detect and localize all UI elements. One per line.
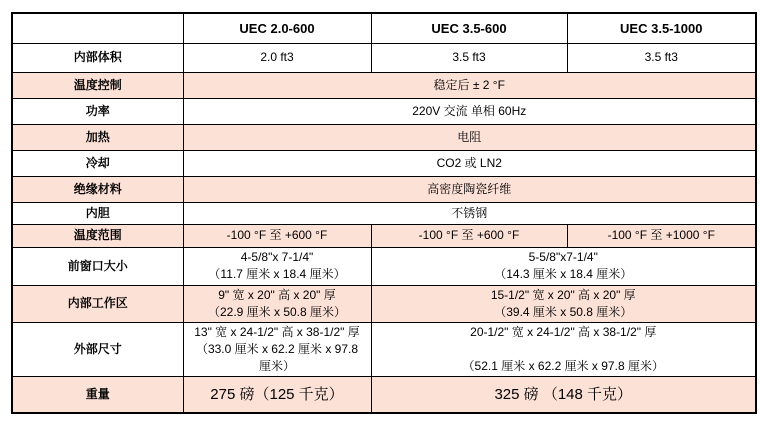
spec-value: 3.5 ft3	[567, 43, 756, 72]
row-label: 功率	[12, 98, 183, 124]
corner-cell	[12, 13, 183, 43]
row-label: 前窗口大小	[12, 247, 183, 285]
spec-value: 5-5/8"x7-1/4" （14.3 厘米 x 18.4 厘米）	[371, 247, 756, 285]
spec-value: 15-1/2" 宽 x 20" 高 x 20" 厚 （39.4 厘米 x 50.8 厘米）	[371, 285, 756, 322]
row-label: 冷却	[12, 150, 183, 176]
table-row	[12, 72, 756, 98]
spec-value: 325 磅 （148 千克）	[371, 376, 756, 413]
spec-value: 高密度陶瓷纤维	[183, 176, 756, 202]
row-label: 内部工作区	[12, 285, 183, 322]
row-label: 温度范围	[12, 224, 183, 247]
row-label: 外部尺寸	[12, 322, 183, 376]
row-label: 加热	[12, 124, 183, 150]
spec-value: 13" 宽 x 24-1/2" 高 x 38-1/2" 厚 （33.0 厘米 x 62.2 厘米 x 97.8 厘米）	[183, 322, 371, 376]
row-label: 重量	[12, 376, 183, 413]
table-row	[12, 176, 756, 202]
spec-table	[11, 12, 757, 414]
table-row	[12, 43, 756, 72]
table-row	[12, 150, 756, 176]
spec-value: 220V 交流 单相 60Hz	[183, 98, 756, 124]
spec-value: 9" 宽 x 20" 高 x 20" 厚 （22.9 厘米 x 50.8 厘米）	[183, 285, 371, 322]
row-label: 内胆	[12, 202, 183, 224]
column-header: UEC 3.5-600	[371, 13, 567, 43]
spec-value: -100 °F 至 +600 °F	[183, 224, 371, 247]
spec-value: 4-5/8"x 7-1/4" （11.7 厘米 x 18.4 厘米）	[183, 247, 371, 285]
table-row	[12, 124, 756, 150]
spec-value: CO2 或 LN2	[183, 150, 756, 176]
table-row	[12, 224, 756, 247]
table-row	[12, 98, 756, 124]
column-header: UEC 2.0-600	[183, 13, 371, 43]
header-row	[12, 13, 756, 43]
column-header: UEC 3.5-1000	[567, 13, 756, 43]
spec-value: 电阻	[183, 124, 756, 150]
spec-value: 275 磅（125 千克）	[183, 376, 371, 413]
spec-value: 稳定后 ± 2 °F	[183, 72, 756, 98]
table-row	[12, 376, 756, 413]
table-row	[12, 247, 756, 285]
spec-value: 20-1/2" 宽 x 24-1/2" 高 x 38-1/2" 厚 （52.1 厘米 x 62.2 厘米 x 97.8 厘米）	[371, 322, 756, 376]
spec-value: 不锈钢	[183, 202, 756, 224]
row-label: 绝缘材料	[12, 176, 183, 202]
row-label: 内部体积	[12, 43, 183, 72]
table-row	[12, 285, 756, 322]
table-row	[12, 322, 756, 376]
spec-value: -100 °F 至 +1000 °F	[567, 224, 756, 247]
table-row	[12, 202, 756, 224]
spec-value: 2.0 ft3	[183, 43, 371, 72]
spec-table-body	[12, 43, 756, 413]
row-label: 温度控制	[12, 72, 183, 98]
spec-value: -100 °F 至 +600 °F	[371, 224, 567, 247]
spec-value: 3.5 ft3	[371, 43, 567, 72]
